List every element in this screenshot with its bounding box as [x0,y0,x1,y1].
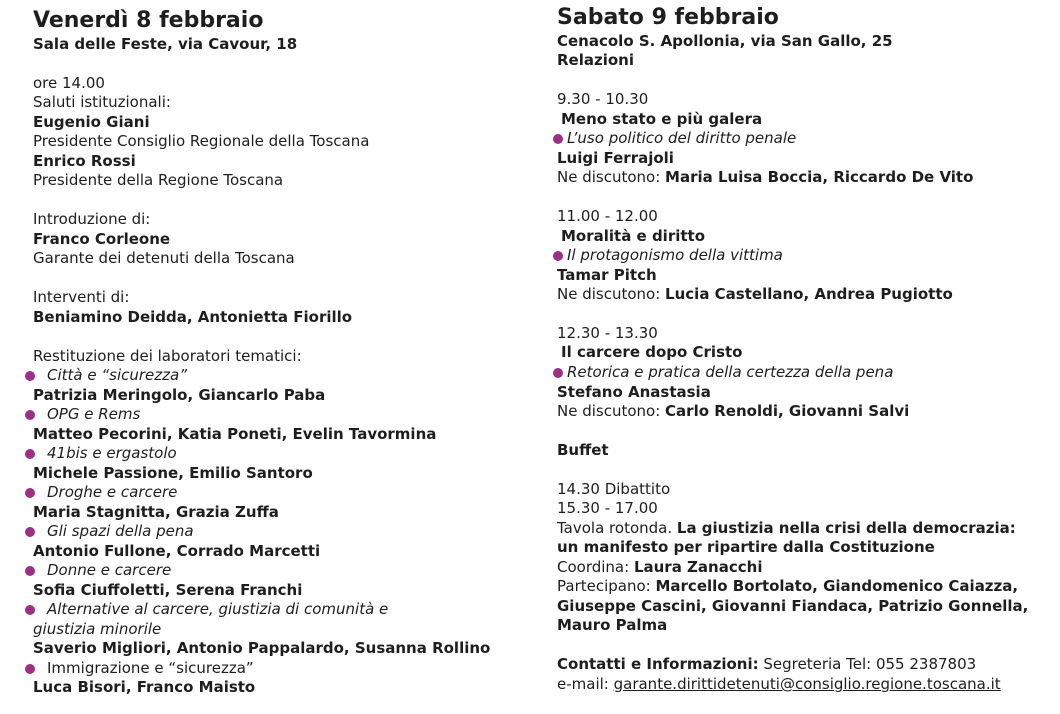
workshop-topic: 41bis e ergastolo [33,444,177,464]
workshop-topic: Immigrazione e “sicurezza” [33,659,254,679]
bullet-dot-icon [25,449,35,459]
saturday-venue: Cenacolo S. Apollonia, via San Gallo, 25 [557,32,893,50]
talk-time: 12.30 - 13.30 [557,324,658,342]
round-table-title: Tavola rotonda. La giustizia nella crisi della democrazia: [557,519,1016,537]
talk-speaker: Stefano Anastasia [557,383,711,401]
workshop-topic: Gli spazi della pena [33,522,194,542]
speaker-role: Presidente Consiglio Regionale della Toscana [33,132,370,150]
friday-venue: Sala delle Feste, via Cavour, 18 [33,35,298,53]
participants: Partecipano: Marcello Bortolato, Giandomenico Caiazza, [557,577,1019,595]
interventions-label: Interventi di: [33,288,130,306]
talk-discussants: Ne discutono: Maria Luisa Boccia, Riccardo De Vito [557,168,974,186]
bullet-dot-icon [553,134,563,144]
workshop-topic: Droghe e carcere [33,483,177,503]
bullet-dot-icon [25,371,35,381]
workshop-names: Saverio Migliori, Antonio Pappalardo, Susanna Rollino [33,639,491,657]
talk-speaker: Luigi Ferrajoli [557,149,674,167]
intro-name: Franco Corleone [33,230,171,248]
participants-continued: Mauro Palma [557,616,668,634]
workshops-label: Restituzione dei laboratori tematici: [33,347,302,365]
round-table-title-continued: un manifesto per ripartire dalla Costituzione [557,538,935,556]
speaker-name: Eugenio Giani [33,113,150,131]
bullet-dot-icon [25,566,35,576]
opening-time: ore 14.00 [33,74,105,92]
participants-continued: Giuseppe Cascini, Giovanni Fiandaca, Patrizio Gonnella, [557,597,1029,615]
intro-role: Garante dei detenuti della Toscana [33,249,295,267]
talk-title: Meno stato e più galera [561,110,763,128]
talk-title: Moralità e diritto [561,227,706,245]
talk-subtitle: Il protagonismo della vittima [557,246,783,266]
buffet: Buffet [557,441,609,459]
bullet-dot-icon [25,527,35,537]
workshop-names: Maria Stagnitta, Grazia Zuffa [33,503,279,521]
workshop-topic: Città e “sicurezza” [33,366,187,386]
bullet-dot-icon [25,410,35,420]
workshop-names: Matteo Pecorini, Katia Poneti, Evelin Tavormina [33,425,437,443]
talk-discussants: Ne discutono: Carlo Renoldi, Giovanni Salvi [557,402,910,420]
interventions-names: Beniamino Deidda, Antonietta Fiorillo [33,308,353,326]
greetings-label: Saluti istituzionali: [33,93,171,111]
email-line: e-mail: garante.dirittidetenuti@consiglio.regione.toscana.it [557,675,1001,693]
bullet-dot-icon [25,664,35,674]
bullet-dot-icon [553,368,563,378]
talk-time: 9.30 - 10.30 [557,90,649,108]
speaker-role: Presidente della Regione Toscana [33,171,284,189]
talk-title: Il carcere dopo Cristo [561,343,743,361]
contacts: Contatti e Informazioni: Segreteria Tel: 055 2387803 [557,655,977,673]
friday-heading: Venerdì 8 febbraio [33,8,264,33]
workshop-names: Michele Passione, Emilio Santoro [33,464,313,482]
debate-time: 14.30 Dibattito [557,480,671,498]
email-link[interactable]: garante.dirittidetenuti@consiglio.regione.toscana.it [613,675,1001,693]
round-time: 15.30 - 17.00 [557,499,658,517]
talk-subtitle: L’uso politico del diritto penale [557,129,796,149]
talk-speaker: Tamar Pitch [557,266,657,284]
talk-subtitle: Retorica e pratica della certezza della pena [557,363,893,383]
workshop-names: Patrizia Meringolo, Giancarlo Paba [33,386,326,404]
talk-discussants: Ne discutono: Lucia Castellano, Andrea Pugiotto [557,285,953,303]
coordinator: Coordina: Laura Zanacchi [557,558,763,576]
workshop-names: Antonio Fullone, Corrado Marcetti [33,542,321,560]
workshop-topic: OPG e Rems [33,405,140,425]
workshop-names: Sofia Ciuffoletti, Serena Franchi [33,581,303,599]
section-title: Relazioni [557,51,634,69]
speaker-name: Enrico Rossi [33,152,136,170]
bullet-dot-icon [25,605,35,615]
talk-time: 11.00 - 12.00 [557,207,658,225]
workshop-topic: Donne e carcere [33,561,171,581]
workshop-topic: Alternative al carcere, giustizia di comunità e [33,600,388,620]
saturday-heading: Sabato 9 febbraio [557,5,779,30]
bullet-dot-icon [25,488,35,498]
workshop-names: Luca Bisori, Franco Maisto [33,678,256,696]
intro-label: Introduzione di: [33,210,151,228]
bullet-dot-icon [553,251,563,261]
workshop-topic-continued: giustizia minorile [33,620,162,638]
